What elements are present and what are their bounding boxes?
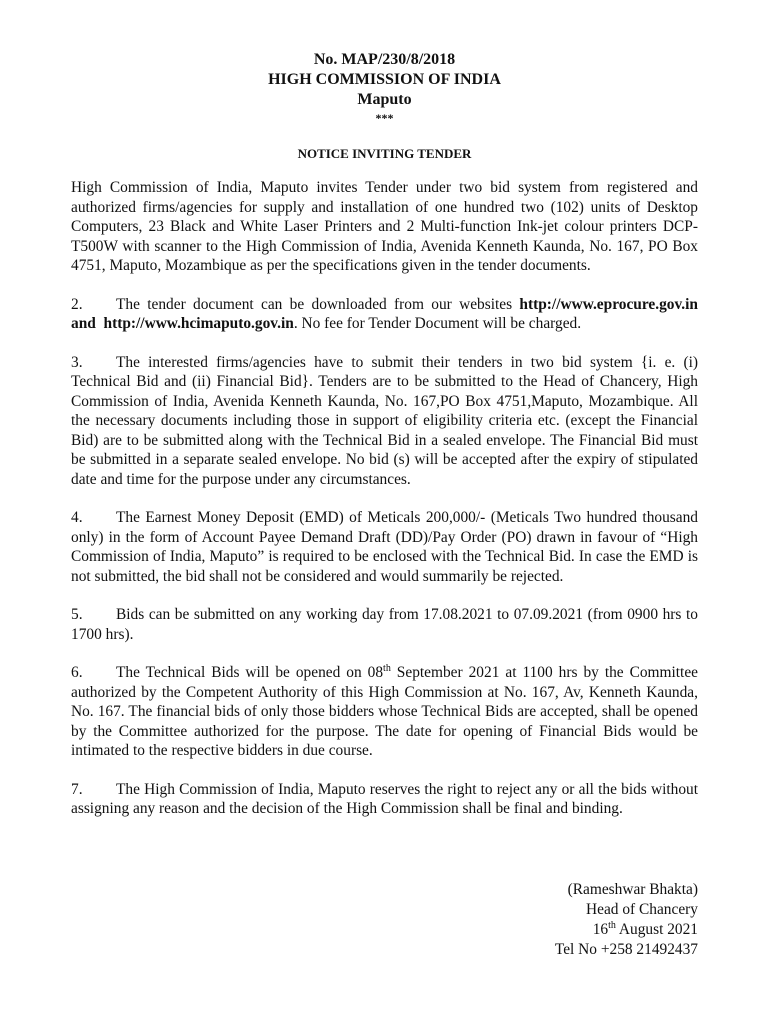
paragraph-text: The interested firms/agencies have to submit their tenders in two bid system {i. e. (i) Technical Bid and (ii) Financial Bid}. Tenders are to be submitted to the Head of Chancery, High Commission of India, Avenida Kenneth Kaunda, No. 167,PO Box 4751,Maputo, Mozambique. All the necessary documents including those in support of eligibility criteria etc. (except the Financial Bid) are to be submitted along with the Technical Bid in a sealed envelope. The Financial Bid must be submitted in a separate sealed envelope. No bid (s) will be accepted after the expiry of stipulated date and time for the purpose under any circumstances. [71,353,698,488]
signatory-name: (Rameshwar Bhakta) [567,881,698,898]
ordinal-suffix: th [383,662,391,674]
telephone-number: Tel No +258 21492437 [554,941,698,958]
notice-title: NOTICE INVITING TENDER [297,146,472,161]
paragraph-7 [71,780,698,819]
paragraph-text: September 2021 at 1100 hrs by the Committee authorized by the Competent Authority of this High Commission at No. 167, Av, Kenneth Kaunda, No. 167. The financial bids of only those bidders whose Technical Bids are accepted, shall be opened by the Committee authorized for the purpose. The date for opening of Financial Bids would be intimated to the respective bidders in due course. [71,664,698,759]
paragraph-2 [71,295,698,334]
date-ordinal-suffix: th [608,919,616,931]
paragraph-number: 4. [71,509,83,526]
paragraph-number: 7. [71,780,83,798]
signature-date [555,920,698,940]
office-city: Maputo [357,91,412,108]
paragraph-4 [71,508,698,586]
paragraph-text: Bids can be submitted on any working day from 17.08.2021 to 07.09.2021 (from 0900 hrs to 1700 hrs). [71,606,698,643]
reference-number: No. MAP/230/8/2018 [313,51,456,68]
paragraph-6 [71,663,698,761]
date-day: 16 [592,921,609,938]
office-name: HIGH COMMISSION OF INDIA [268,71,501,88]
paragraph-text: . No fee for Tender Document will be charged. [293,315,582,332]
document-header [71,50,698,124]
paragraph-number: 3. [71,353,83,371]
signatory-designation: Head of Chancery [586,901,698,918]
paragraph-number: 2. [71,295,83,313]
signature-block [555,880,698,960]
date-month-year: August 2021 [615,921,698,938]
paragraph-1: High Commission of India, Maputo invites Tender under two bid system from registered and authorized firms/agencies for supply and installation of one hundred two (102) units of Desktop Computers, 23 Black and White Laser Printers and 2 Multi-function Ink-jet colour printers DCP-T500W with scanner to the High Commission of India, Avenida Kenneth Kaunda, No. 167, PO Box 4751, Maputo, Mozambique as per the specifications given in the tender documents. [71,179,698,274]
paragraph-text: The tender document can be downloaded from our websites [116,295,520,313]
paragraph-5 [71,605,698,644]
paragraph-3 [71,353,698,490]
paragraph-number: 6. [71,664,83,681]
paragraph-text: The High Commission of India, Maputo reserves the right to reject any or all the bids without assigning any reason and the decision of the High Commission shall be final and binding. [71,780,698,817]
paragraph-text: The Technical Bids will be opened on 08 [116,664,384,681]
website-link-eprocure[interactable]: http://www.eprocure.gov.in [519,295,698,313]
header-separator: *** [375,111,394,125]
paragraph-text: The Earnest Money Deposit (EMD) of Meticals 200,000/- (Meticals Two hundred thousand only) in the form of Account Payee Demand Draft (DD)/Pay Order (PO) drawn in favour of “High Commission of India, Maputo” is required to be enclosed with the Technical Bid. In case the EMD is not submitted, the bid shall not be considered and would summarily be rejected. [71,509,698,585]
paragraph-number: 5. [71,606,83,623]
website-link-hcimaputo[interactable]: http://www.hcimaputo.gov.in [103,315,294,332]
and-word: and [71,315,96,332]
